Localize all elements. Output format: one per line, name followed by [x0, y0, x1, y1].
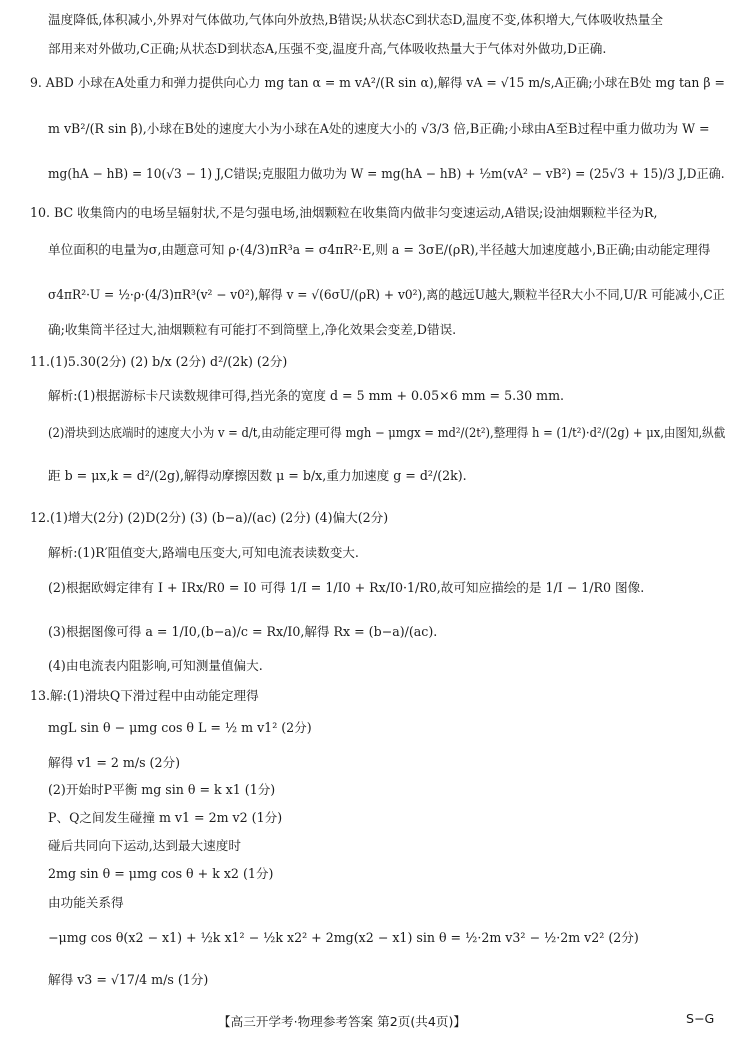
equation-line: −μmg cos θ(x2 − x1) + ½k x1² − ½k x2² + 2mg(x2 − x1) sin θ = ½·2m v3² − ½·2m v2² (2分) — [48, 930, 639, 945]
text-line: 解析:(1)R′阻值变大,路端电压变大,可知电流表读数变大. — [48, 545, 359, 560]
text-line: σ4πR²·U = ½·ρ·(4/3)πR³(v² − v0²),解得 v = √(6σU/(ρR) + v0²),离的越远U越大,颗粒半径R大小不同,U/R 可能减小,C正 — [48, 287, 725, 302]
equation-line: (2)开始时P平衡 mg sin θ = k x1 (1分) — [48, 782, 276, 797]
text-line: 碰后共同向下运动,达到最大速度时 — [48, 838, 241, 853]
equation-line: 2mg sin θ = μmg cos θ + k x2 (1分) — [48, 866, 274, 881]
answer-12-line: 12.(1)增大(2分) (2)D(2分) (3) (b−a)/(ac) (2分) (4)偏大(2分) — [30, 510, 389, 525]
answer-13-line: 13.解:(1)滑块Q下滑过程中由动能定理得 — [30, 688, 259, 703]
text-line: 距 b = μx,k = d²/(2g),解得动摩擦因数 μ = b/x,重力加速度 g = d²/(2k). — [48, 468, 467, 483]
text-line: 部用来对外做功,C正确;从状态D到状态A,压强不变,温度升高,气体吸收热量大于气体对外做功,D正确. — [48, 41, 607, 56]
text-line: 确;收集筒半径过大,油烟颗粒有可能打不到筒壁上,净化效果会变差,D错误. — [48, 322, 457, 337]
text-line: (4)由电流表内阻影响,可知测量值偏大. — [48, 658, 263, 673]
text-line: 解得 v1 = 2 m/s (2分) — [48, 755, 180, 770]
text-line: m vB²/(R sin β),小球在B处的速度大小为小球在A处的速度大小的 √3/3 倍,B正确;小球由A至B过程中重力做功为 W = — [48, 121, 710, 136]
text-line: (3)根据图像可得 a = 1/I0,(b−a)/c = Rx/I0,解得 Rx = (b−a)/(ac). — [48, 624, 438, 639]
equation-line: mgL sin θ − μmg cos θ L = ½ m v1² (2分) — [48, 720, 312, 735]
answer-9-line: 9. ABD 小球在A处重力和弹力提供向心力 mg tan α = m vA²/(R sin α),解得 vA = √15 m/s,A正确;小球在B处 mg tan β = — [30, 75, 725, 90]
text-line: 由功能关系得 — [48, 895, 124, 910]
text-line: 单位面积的电量为σ,由题意可知 ρ·(4/3)πR³a = σ4πR²·E,则 a = 3σE/(ρR),半径越大加速度越小,B正确;由动能定理得 — [48, 242, 711, 257]
footer-code: S−G — [686, 1011, 715, 1026]
answer-10-line: 10. BC 收集筒内的电场呈辐射状,不是匀强电场,油烟颗粒在收集筒内做非匀变速运动,A错误;设油烟颗粒半径为R, — [30, 205, 658, 220]
footer-title: 【高三开学考·物理参考答案 第2页(共4页)】 — [218, 1014, 466, 1029]
text-line: 温度降低,体积减小,外界对气体做功,气体向外放热,B错误;从状态C到状态D,温度不变,体积增大,气体吸收热量全 — [48, 12, 663, 27]
equation-line: P、Q之间发生碰撞 m v1 = 2m v2 (1分) — [48, 810, 283, 825]
text-line: 解析:(1)根据游标卡尺读数规律可得,挡光条的宽度 d = 5 mm + 0.05×6 mm = 5.30 mm. — [48, 388, 565, 403]
answer-11-line: 11.(1)5.30(2分) (2) b/x (2分) d²/(2k) (2分) — [30, 354, 288, 369]
text-line: (2)滑块到达底端时的速度大小为 v = d/t,由动能定理可得 mgh − μmgx = md²/(2t²),整理得 h = (1/t²)·d²/(2g) + μx,由图知,纵截 — [48, 425, 726, 440]
text-line: mg(hA − hB) = 10(√3 − 1) J,C错误;克服阻力做功为 W = mg(hA − hB) + ½m(vA² − vB²) = (25√3 + 15)/3 J,D正确. — [48, 166, 725, 181]
equation-line: 解得 v3 = √17/4 m/s (1分) — [48, 972, 209, 987]
text-line: (2)根据欧姆定律有 I + IRx/R0 = I0 可得 1/I = 1/I0 + Rx/I0·1/R0,故可知应描绘的是 1/I − 1/R0 图像. — [48, 580, 645, 595]
